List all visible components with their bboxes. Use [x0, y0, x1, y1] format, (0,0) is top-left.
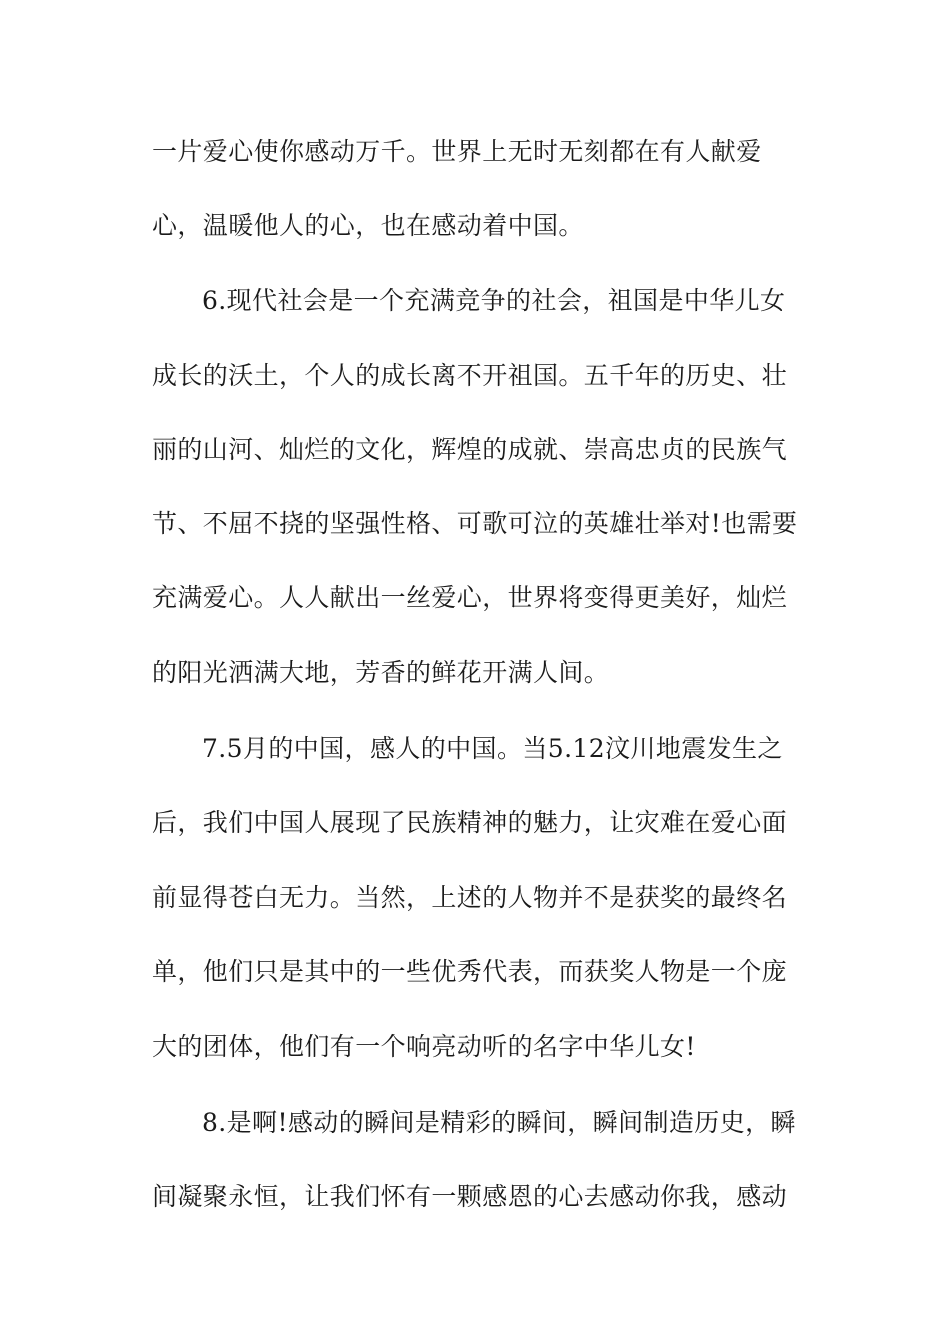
text-line: 心，温暖他人的心，也在感动着中国。 — [152, 211, 584, 240]
paragraph-8-first-line: 8.是啊!感动的瞬间是精彩的瞬间，瞬间制造历史，瞬 — [202, 1108, 796, 1137]
text-line: 前显得苍白无力。当然，上述的人物并不是获奖的最终名 — [152, 883, 788, 912]
text-line: 丽的山河、灿烂的文化，辉煌的成就、崇高忠贞的民族气 — [152, 435, 788, 464]
text-line: 一片爱心使你感动万千。世界上无时无刻都在有人献爱 — [152, 137, 762, 166]
text-line: 节、不屈不挠的坚强性格、可歌可泣的英雄壮举对!也需要 — [152, 509, 798, 538]
text-line: 大的团体，他们有一个响亮动听的名字中华儿女! — [152, 1032, 696, 1061]
paragraph-6-first-line: 6.现代社会是一个充满竞争的社会，祖国是中华儿女 — [202, 286, 786, 315]
text-line: 单，他们只是其中的一些优秀代表，而获奖人物是一个庞 — [152, 957, 788, 986]
text-line: 后，我们中国人展现了民族精神的魅力，让灾难在爱心面 — [152, 808, 788, 837]
text-line: 的阳光洒满大地，芳香的鲜花开满人间。 — [152, 658, 610, 687]
text-line: 间凝聚永恒，让我们怀有一颗感恩的心去感动你我，感动 — [152, 1182, 788, 1211]
paragraph-7-first-line: 7.5月的中国，感人的中国。当5.12汶川地震发生之 — [202, 734, 783, 763]
text-line: 充满爱心。人人献出一丝爱心，世界将变得更美好，灿烂 — [152, 583, 788, 612]
text-line: 成长的沃土，个人的成长离不开祖国。五千年的历史、壮 — [152, 361, 788, 390]
